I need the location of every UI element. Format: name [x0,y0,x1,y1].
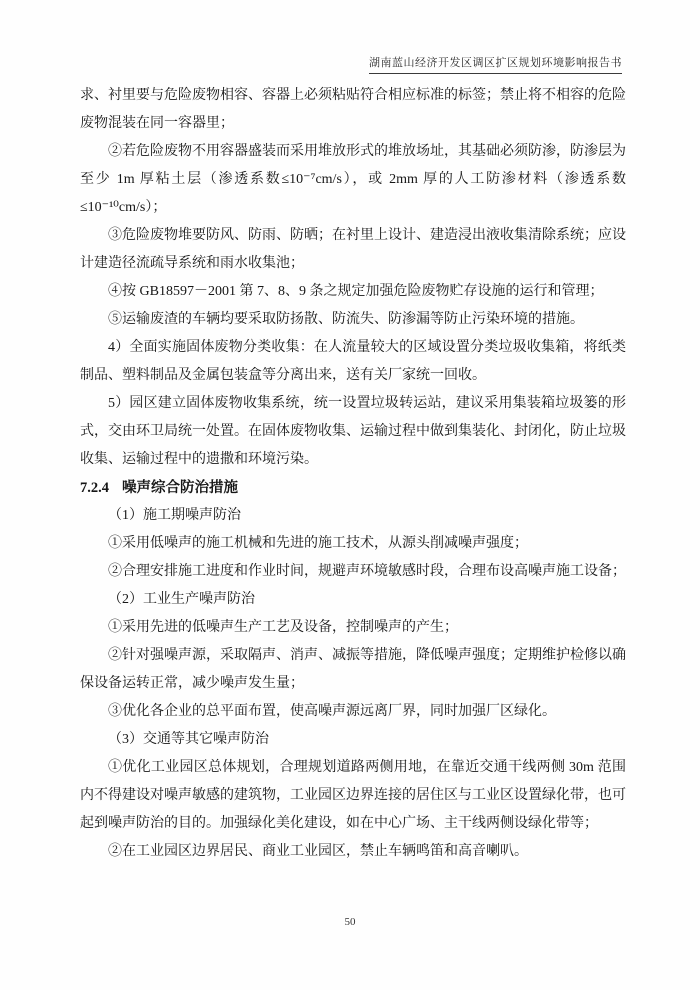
paragraph-noise-industry-1: ①采用先进的低噪声生产工艺及设备，控制噪声的产生； [108,620,458,635]
paragraph-hazwaste-4: ④按 GB18597－2001 第 7、8、9 条之规定加强危险废物贮存设施的运行和管理； [108,284,604,299]
section-number: 7.2.4 [80,480,109,496]
paragraph-noise-traffic-head: （3）交通等其它噪声防治 [108,732,269,747]
page-footer [0,916,700,928]
paragraph-noise-industry-3: ③优化各企业的总平面布置，使高噪声源远离厂界，同时加强厂区绿化。 [108,704,556,719]
paragraph-noise-construction-1: ①采用低噪声的施工机械和先进的施工技术，从源头削减噪声强度； [108,536,528,551]
section-heading-7-2-4 [80,474,626,502]
paragraph-noise-construction-head: （1）施工期噪声防治 [108,508,241,523]
report-header-title: 湖南蓝山经济开发区调区扩区规划环境影响报告书 [369,54,622,74]
paragraph-hazwaste-2: ②若危险废物不用容器盛装而采用堆放形式的堆放场址，其基础必须防渗，防渗层为至少 1m 厚粘土层（渗透系数≤10⁻⁷cm/s），或 2mm 厚的人工防渗材料（渗透系数≤10⁻¹⁰cm/s）； [80,144,626,215]
paragraph-noise-industry-head: （2）工业生产噪声防治 [108,592,255,607]
paragraph-noise-construction-2: ②合理安排施工进度和作业时间，规避声环境敏感时段，合理布设高噪声施工设备； [108,564,626,579]
section-title: 噪声综合防治措施 [122,480,239,496]
page-number: 50 [344,916,356,928]
paragraph-noise-industry-2: ②针对强噪声源，采取隔声、消声、减振等措施，降低噪声强度；定期维护检修以确保设备运转正常，减少噪声发生量； [80,648,626,691]
paragraph-noise-traffic-1: ①优化工业园区总体规划，合理规划道路两侧用地，在靠近交通干线两侧 30m 范围内不得建设对噪声敏感的建筑物，工业园区边界连接的居住区与工业区设置绿化带，也可起到噪声防治的目的。加强绿化美化建设，如在中心广场、主干线两侧设绿化带等； [80,760,626,831]
paragraph-continuation: 求、衬里要与危险废物相容、容器上必须粘贴符合相应标准的标签；禁止将不相容的危险废物混装在同一容器里； [80,88,626,131]
paragraph-hazwaste-3: ③危险废物堆要防风、防雨、防晒；在衬里上设计、建造浸出液收集清除系统；应设计建造径流疏导系统和雨水收集池； [80,228,626,271]
document-body [80,82,626,866]
paragraph-noise-traffic-2: ②在工业园区边界居民、商业工业园区，禁止车辆鸣笛和高音喇叭。 [108,844,528,859]
paragraph-solidwaste-5: 5）园区建立固体废物收集系统，统一设置垃圾转运站，建议采用集装箱垃圾篓的形式，交由环卫局统一处置。在固体废物收集、运输过程中做到集装化、封闭化，防止垃圾收集、运输过程中的遗撒和环境污染。 [80,396,626,467]
paragraph-hazwaste-5: ⑤运输废渣的车辆均要采取防扬散、防流失、防渗漏等防止污染环境的措施。 [108,312,584,327]
page-header [80,54,622,74]
paragraph-solidwaste-4: 4）全面实施固体废物分类收集：在人流量较大的区域设置分类垃圾收集箱，将纸类制品、塑料制品及金属包装盒等分离出来，送有关厂家统一回收。 [80,340,626,383]
